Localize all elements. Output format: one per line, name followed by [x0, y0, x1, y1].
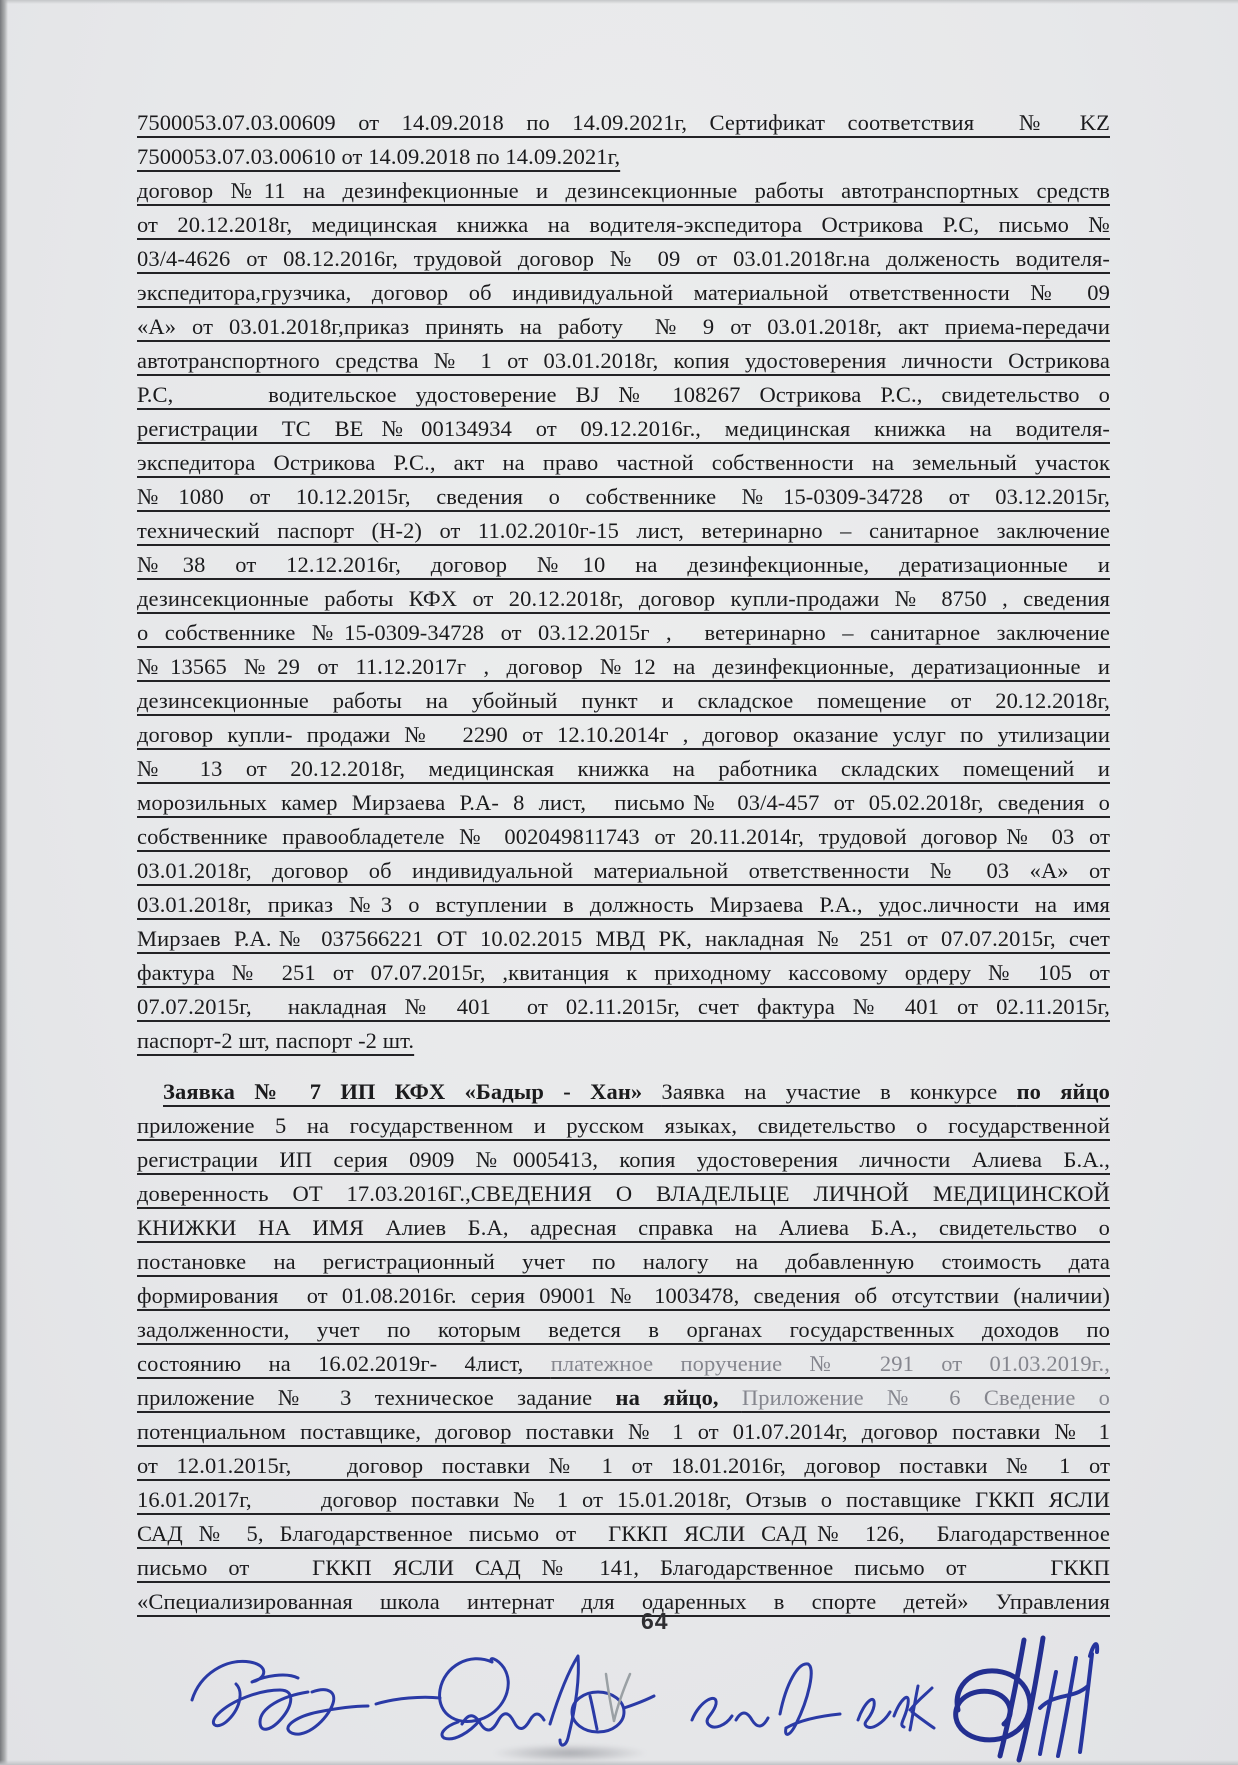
text-segment: «А» от 03.01.2018г,приказ принять на работу № 9 от 03.01.2018г, акт приема-передачи — [137, 314, 1110, 339]
text-segment: по яйцо — [1016, 1079, 1110, 1104]
scan-edge-top — [0, 0, 1238, 4]
text-segment: договор №11 на дезинфекционные и дезинсекционные работы автотранспортных средств — [137, 178, 1110, 203]
text-line — [137, 1551, 1110, 1585]
text-line — [137, 922, 1110, 956]
text-segment: 16.01.2017г, договор поставки № 1 от 15.01.2018г, Отзыв о поставщике ГККП ЯСЛИ — [137, 1487, 1110, 1512]
text-line — [137, 1381, 1110, 1415]
signatures — [140, 1628, 1100, 1763]
text-line — [137, 412, 1110, 446]
signature-6 — [1040, 1644, 1097, 1756]
text-segment: собственнике правообладетеле № 002049811743 от 20.11.2014г, трудовой договор№ 03 от — [137, 824, 1110, 849]
text-segment: № 13 от 20.12.2018г, медицинская книжка на работника складских помещений и — [137, 756, 1110, 781]
text-line — [137, 582, 1110, 616]
text-segment: Заявка на участие в конкурсе — [661, 1079, 1017, 1104]
signature-5 — [956, 1638, 1043, 1760]
text-line — [137, 1245, 1110, 1279]
text-line — [137, 344, 1110, 378]
text-line — [137, 1211, 1110, 1245]
text-segment: на яйцо, — [615, 1385, 742, 1410]
text-segment: 7500053.07.03.00610 от 14.09.2018 по 14.09.2021г, — [137, 144, 621, 169]
signature-3 — [692, 1664, 840, 1735]
text-line — [137, 1024, 1110, 1058]
text-segment: 03.01.2018г, приказ №3 о вступлении в должность Мирзаева Р.А., удос.личности на имя — [137, 892, 1110, 917]
text-segment: доверенность ОТ 17.03.2016Г.,СВЕДЕНИЯ О ВЛАДЕЛЬЦЕ ЛИЧНОЙ МЕДИЦИНСКОЙ — [137, 1181, 1110, 1206]
text-segment: Мирзаев Р.А.№ 037566221 ОТ 10.02.2015 МВД РК, накладная № 251 от 07.07.2015г, счет — [137, 926, 1110, 951]
paragraph-documents-list — [137, 174, 1110, 1058]
text-line — [137, 888, 1110, 922]
text-segment: №13565 №29 от 11.12.2017г , договор №12 на дезинфекционные, дератизационные и — [137, 654, 1110, 679]
text-segment: Приложение № 6 Сведение о — [741, 1385, 1110, 1410]
text-line — [137, 650, 1110, 684]
text-segment: от 12.01.2015г, договор поставки № 1 от 18.01.2016г, договор поставки № 1 от — [137, 1453, 1110, 1478]
scan-edge-left — [0, 0, 8, 1765]
text-segment: «Специализированная школа интернат для одаренных в спорте детей» Управления — [137, 1589, 1110, 1614]
text-segment: №38 от 12.12.2016г, договор №10 на дезинфекционные, дератизационные и — [137, 552, 1110, 577]
text-line — [137, 786, 1110, 820]
text-segment: состоянию на 16.02.2019г- 4лист, — [137, 1351, 551, 1376]
text-segment: письмо от ГККП ЯСЛИ САД № 141, Благодарственное письмо от ГККП — [137, 1555, 1110, 1580]
text-segment: формирования от 01.08.2016г. серия 09001 № 1003478, сведения об отсутствии (наличии) — [137, 1283, 1110, 1308]
text-line — [137, 616, 1110, 650]
text-line — [137, 1415, 1110, 1449]
text-line — [137, 1585, 1110, 1619]
text-segment: дезинсекционные работы КФХ от 20.12.2018г, договор купли-продажи № 8750 , сведения — [137, 586, 1110, 611]
text-line — [137, 480, 1110, 514]
text-segment: 7500053.07.03.00609 от 14.09.2018 по 14.09.2021г, Сертификат соответствия № KZ — [137, 110, 1110, 135]
text-segment: потенциальном поставщике, договор поставки № 1 от 01.07.2014г, договор поставки № 1 — [137, 1419, 1110, 1444]
text-line — [137, 106, 1110, 140]
text-line — [137, 276, 1110, 310]
text-segment: о собственнике №15-0309-34728 от 03.12.2015г , ветеринарно – санитарное заключение — [137, 620, 1110, 645]
text-segment: морозильных камер Мирзаева Р.А- 8 лист, письмо№ 03/4-457 от 05.02.2018г, сведения о — [137, 790, 1110, 815]
text-line — [137, 1449, 1110, 1483]
text-segment: экспедитора,грузчика, договор об индивидуальной материальной ответственности № 09 — [137, 280, 1110, 305]
text-segment: 07.07.2015г, накладная № 401 от 02.11.2015г, счет фактура № 401 от 02.11.2015г, — [137, 994, 1110, 1019]
text-segment: паспорт-2 шт, паспорт -2 шт. — [137, 1028, 415, 1053]
text-segment: от 20.12.2018г, медицинская книжка на водителя-экспедитора Острикова Р.С, письмо № — [137, 212, 1110, 237]
signature-4 — [858, 1686, 934, 1730]
text-line — [137, 684, 1110, 718]
text-line — [137, 1313, 1110, 1347]
text-line — [137, 1109, 1110, 1143]
text-line — [137, 208, 1110, 242]
text-segment: фактура № 251 от 07.07.2015г, ,квитанция к приходному кассовому ордеру № 105 от — [137, 960, 1110, 985]
text-segment: 03/4-4626 от 08.12.2016г, трудовой договор № 09 от 03.01.2018г.на долженость водителя- — [137, 246, 1110, 271]
text-line — [137, 990, 1110, 1024]
text-line — [137, 820, 1110, 854]
text-line — [137, 718, 1110, 752]
text-segment: технический паспорт (Н-2) от 11.02.2010г-15 лист, ветеринарно – санитарное заключение — [137, 518, 1110, 543]
text-segment: постановке на регистрационный учет по налогу на добавленную стоимость дата — [137, 1249, 1110, 1274]
signature-1 — [192, 1661, 440, 1734]
paragraph-certificates — [137, 106, 1110, 174]
text-segment: приложение 5 на государственном и русском языках, свидетельство о государственной — [137, 1113, 1110, 1138]
text-segment: Заявка № 7 ИП КФХ «Бадыр - Хан» — [163, 1079, 662, 1104]
text-segment: 03.01.2018г, договор об индивидуальной материальной ответственности № 03 «А» от — [137, 858, 1110, 883]
text-segment: приложение № 3 техническое задание — [137, 1385, 616, 1410]
text-segment: платежное поручение № 291 от 01.03.2019г., — [550, 1351, 1110, 1376]
text-line — [137, 1517, 1110, 1551]
text-line — [137, 310, 1110, 344]
text-line — [137, 752, 1110, 786]
text-line — [137, 378, 1110, 412]
text-segment: регистрации ТС BE№00134934 от 09.12.2016г., медицинская книжка на водителя- — [137, 416, 1110, 441]
text-line — [137, 174, 1110, 208]
signature-2 — [440, 1656, 654, 1745]
document-body — [137, 106, 1110, 1619]
text-segment: Р.С, водительское удостоверение BJ № 108267 Острикова Р.С., свидетельство о — [137, 382, 1110, 407]
paragraph-application-7 — [137, 1075, 1110, 1619]
text-segment: №1080 от 10.12.2015г, сведения о собственнике №15-0309-34728 от 03.12.2015г, — [137, 484, 1110, 509]
text-segment: дезинсекционные работы на убойный пункт и складское помещение от 20.12.2018г, — [137, 688, 1110, 713]
text-line — [137, 548, 1110, 582]
text-segment: экспедитора Острикова Р.С., акт на право частной собственности на земельный участок — [137, 450, 1110, 475]
text-line — [137, 242, 1110, 276]
text-segment: договор купли- продажи № 2290 от 12.10.2014г , договор оказание услуг по утилизации — [137, 722, 1110, 747]
text-segment: задолженности, учет по которым ведется в органах государственных доходов по — [137, 1317, 1110, 1342]
text-segment: КНИЖКИ НА ИМЯ Алиев Б.А, адресная справка на Алиева Б.А., свидетельство о — [137, 1215, 1110, 1240]
text-line — [137, 854, 1110, 888]
text-line — [137, 1075, 1110, 1109]
text-line — [137, 956, 1110, 990]
text-line — [137, 446, 1110, 480]
text-line — [137, 140, 1110, 174]
text-line — [137, 1177, 1110, 1211]
text-line — [137, 514, 1110, 548]
page-number: 64 — [641, 1608, 669, 1634]
text-line — [137, 1483, 1110, 1517]
text-line — [137, 1143, 1110, 1177]
text-line — [137, 1279, 1110, 1313]
text-segment: САД № 5, Благодарственное письмо от ГККП ЯСЛИ САД№ 126, Благодарственное — [137, 1521, 1110, 1546]
text-segment: автотранспортного средства № 1 от 03.01.2018г, копия удостоверения личности Острикова — [137, 348, 1110, 373]
text-segment: регистрации ИП серия 0909 №0005413, копия удостоверения личности Алиева Б.А., — [137, 1147, 1110, 1172]
text-line — [137, 1347, 1110, 1381]
